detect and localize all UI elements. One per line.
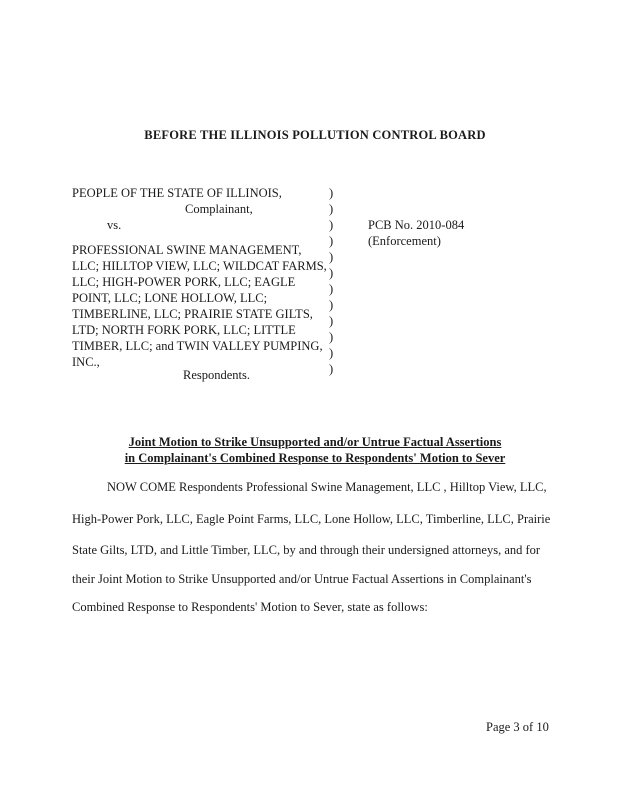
body-line: Combined Response to Respondents' Motion to Sever, state as follows: (72, 600, 428, 614)
caption-paren: ) (329, 250, 334, 264)
respondent-line: LTD; NORTH FORK PORK, LLC; LITTLE (72, 323, 296, 337)
body-line: High-Power Pork, LLC, Eagle Point Farms, LLC, Lone Hollow, LLC, Timberline, LLC, Prairie (72, 512, 551, 526)
case-type: (Enforcement) (368, 234, 441, 248)
versus-label: vs. (107, 218, 122, 232)
caption-paren: ) (329, 266, 334, 280)
board-heading: BEFORE THE ILLINOIS POLLUTION CONTROL BOARD (144, 128, 486, 142)
respondent-line: TIMBER, LLC; and TWIN VALLEY PUMPING, (72, 339, 323, 353)
caption-paren: ) (329, 314, 334, 328)
respondent-line: LLC; HIGH-POWER PORK, LLC; EAGLE (72, 275, 296, 289)
caption-paren: ) (329, 234, 334, 248)
complainant-party: PEOPLE OF THE STATE OF ILLINOIS, (72, 186, 282, 200)
respondent-role: Respondents. (183, 368, 251, 382)
respondent-line: INC., (72, 355, 100, 369)
motion-title-line2: in Complainant's Combined Response to Respondents' Motion to Sever (124, 451, 506, 465)
caption-paren: ) (329, 346, 334, 360)
caption-paren: ) (329, 298, 334, 312)
complainant-role: Complainant, (185, 202, 253, 216)
case-number: PCB No. 2010-084 (368, 218, 465, 232)
body-line: their Joint Motion to Strike Unsupported and/or Untrue Factual Assertions in Complainant's (72, 572, 532, 586)
body-line: State Gilts, LTD, and Little Timber, LLC, by and through their undersigned attorneys, and for (72, 543, 541, 557)
respondent-line: POINT, LLC; LONE HOLLOW, LLC; (72, 291, 268, 305)
motion-title-line1: Joint Motion to Strike Unsupported and/or Untrue Factual Assertions (128, 435, 502, 449)
caption-paren: ) (329, 330, 334, 344)
caption-paren: ) (329, 186, 334, 200)
caption-paren: ) (329, 218, 334, 232)
respondent-line: TIMBERLINE, LLC; PRAIRIE STATE GILTS, (72, 307, 313, 321)
caption-paren: ) (329, 202, 334, 216)
caption-paren: ) (329, 362, 334, 376)
respondent-line: PROFESSIONAL SWINE MANAGEMENT, (72, 243, 302, 257)
caption-paren: ) (329, 282, 334, 296)
body-line: NOW COME Respondents Professional Swine Management, LLC , Hilltop View, LLC, (107, 480, 547, 494)
respondent-line: LLC; HILLTOP VIEW, LLC; WILDCAT FARMS, (72, 259, 327, 273)
page-number: Page 3 of 10 (486, 720, 549, 734)
